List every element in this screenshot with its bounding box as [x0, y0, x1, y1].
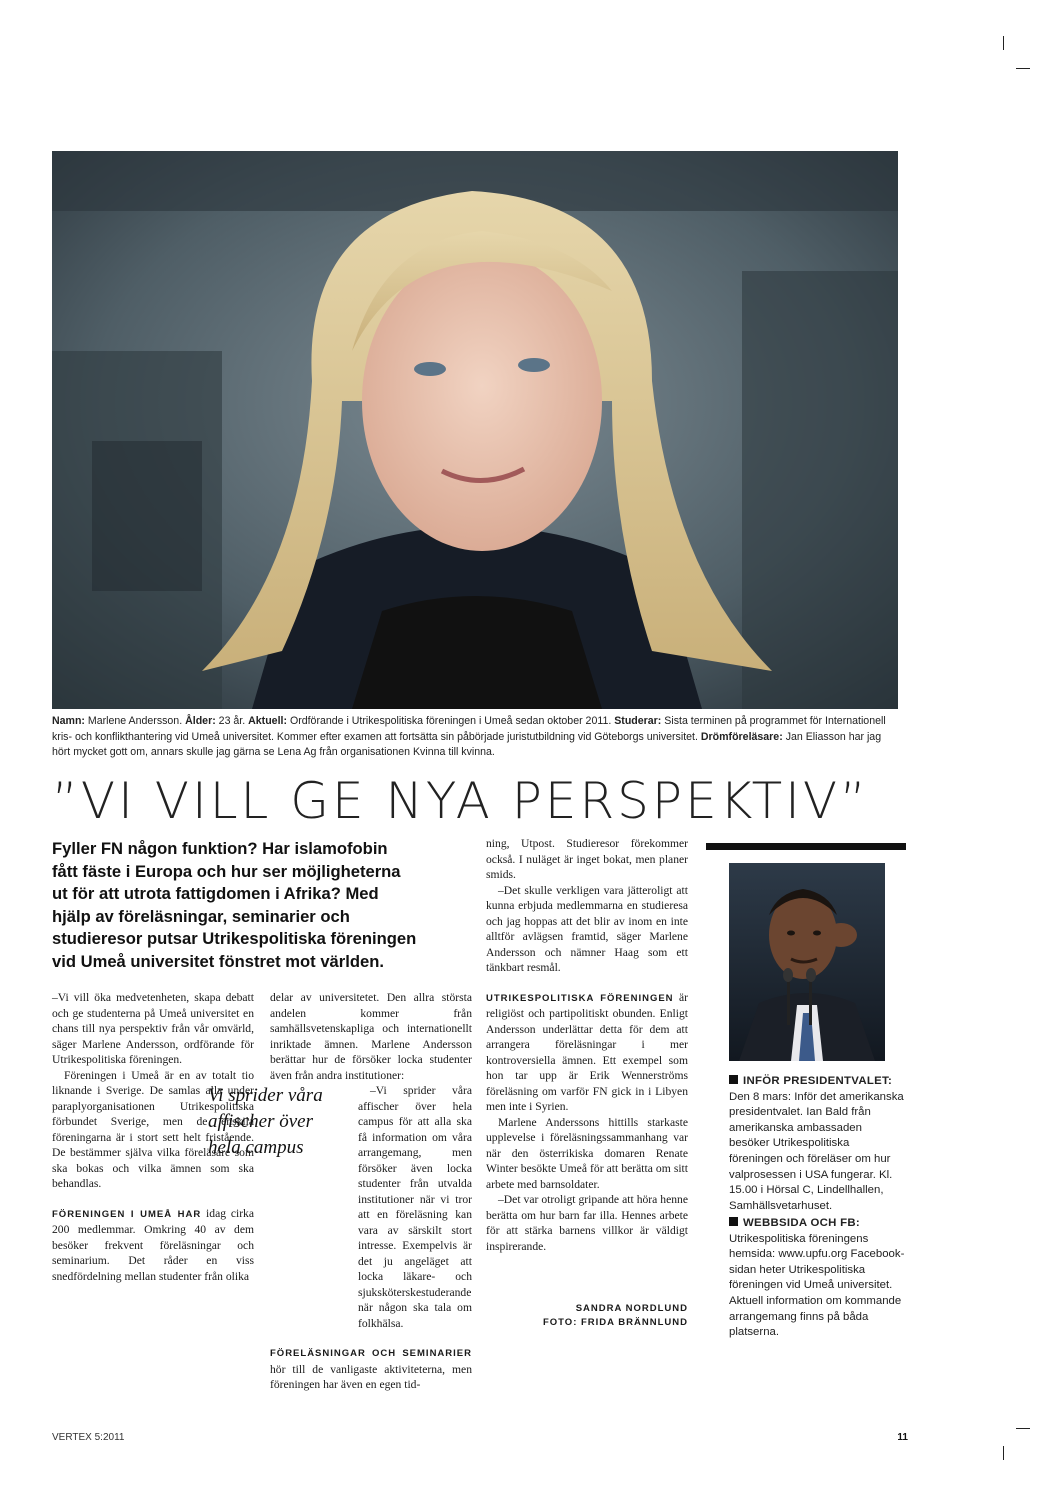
- body-subsection: [52, 1206, 254, 1285]
- fact-heading-text: INFÖR PRESIDENTVALET:: [743, 1075, 893, 1087]
- subsection-lead: FÖRENINGEN I UMEÅ HAR: [52, 1208, 202, 1220]
- byline-photo: FOTO: FRIDA BRÄNNLUND: [542, 1317, 688, 1328]
- fact-heading: [729, 1074, 905, 1090]
- caption-age-label: Ålder:: [185, 715, 216, 727]
- crop-mark: [1003, 1446, 1004, 1460]
- fact-heading: [729, 1216, 905, 1232]
- fact-box-election: [729, 1074, 905, 1214]
- pull-quote: Vi sprider våra affischer över hela campus: [208, 1085, 323, 1158]
- crop-mark: [1016, 68, 1030, 69]
- fact-text: Utrikespolitiska föreningens hemsida: www.upfu.org Facebook-sidan heter Utrikespolitiska föreningen vid Umeå universitet. Aktuell information om kommande arrangemang finns på båda platserna.: [729, 1232, 905, 1339]
- page-number: 11: [897, 1432, 908, 1443]
- caption-current-value: Ordförande i Utrikespolitiska föreningen i Umeå sedan oktober 2011.: [289, 715, 612, 727]
- body-paragraph: –Vi vill öka medvetenheten, skapa debatt och ge studenterna på Umeå universitet en chans till nya perspektiv från vår omvärld, säger Marlene Andersson, ordförande för Utrikespolitiska föreningen.: [52, 991, 254, 1066]
- caption-dream-label: Drömföreläsare:: [700, 730, 783, 743]
- byline: [500, 1302, 688, 1330]
- body-paragraph: ning, Utpost. Studieresor förekommer också. I nuläget är inget bokat, men planer smids.: [486, 837, 688, 881]
- subsection-text: är religiöst och partipolitiskt obunden. Enligt Andersson underlättar detta för dem att arrangera föreläsningar i mer kontroversiella ämnen. Ett exempel som hon tar upp är Erik Wennerströms föreläsning om varför FN gick in i Libyen men inte i Syrien.: [486, 990, 688, 1113]
- body-paragraph: Marlene Anderssons hittills starkaste upplevelse i föreläsningssammanhang var när den österrikiska domaren Renate Winter besökte Umeå för att berätta om sitt arbete med barnsoldater.: [486, 1115, 688, 1191]
- body-paragraph: Föreningen i Umeå är en av totalt tio liknande i Sverige. De samlas alla under paraplyorganisationen Utrikespolitiska förbundet Sverige, men de enskila föreningarna är i stort sett helt fristående. De bestämmer själva vilka föreläsare som ska bokas och vilka ämnen som ska behandlas.: [52, 1068, 254, 1190]
- caption-current-label: Aktuell:: [248, 715, 287, 727]
- speaker-illustration: [729, 863, 885, 1061]
- portrait-illustration: [52, 151, 898, 709]
- body-paragraph: –Vi sprider våra affischer över hela campus för att alla ska få information om våra arrangemang, men försöker även locka studenter från utvalda institutioner när vi tror att en föreläsning kan vara av särskilt stort intresse. Exempelvis är det ju angeläget att locka läkare- och sjuksköterskestuderande när någon ska tala om folkhälsa.: [358, 1084, 472, 1330]
- fact-heading-text: WEBBSIDA OCH FB:: [743, 1217, 861, 1229]
- body-column-2: [270, 990, 472, 1393]
- crop-mark: [1016, 1428, 1030, 1429]
- article-lede: Fyller FN någon funktion? Har islamofobin fått fäste i Europa och hur ser möjligheterna ut för att utrota fattigdomen i Afrika? Med hjälp av föreläsningar, seminarier och studieresor putsar Utrikespolitiska föreningen vid Umeå universitet fönstret mot världen.: [52, 839, 417, 971]
- caption-studies-value: Sista terminen på programmet för Internationell kris- och konflikthantering vid Umeå universitet. Kommer efter examen att fortsätta sin påbörjade juristutbildning vid Göteborgs universitet.: [52, 715, 886, 743]
- subsection-lead: UTRIKESPOLITISKA FÖRENINGEN: [486, 992, 674, 1004]
- body-column-3: [486, 836, 688, 1254]
- byline-author: SANDRA NORDLUND: [575, 1303, 688, 1314]
- caption-name-label: Namn:: [52, 715, 85, 727]
- subsection-text: hör till de vanligaste aktiviteterna, men föreningen har även en egen tid-: [270, 1362, 472, 1391]
- subsection-text: idag cirka 200 medlemmar. Omkring 40 av dem besöker frekvent föreläsningar och seminarium. Det råder en viss snedfördelning mellan studenter från olika: [52, 1206, 254, 1283]
- sidebar-photo: [729, 863, 885, 1061]
- subsection-lead: FÖRELÄSNINGAR OCH SEMINARIER: [270, 1348, 472, 1359]
- square-bullet-icon: [729, 1075, 738, 1084]
- photo-caption: [52, 714, 898, 761]
- caption-dream-value: Jan Eliasson har jag hört mycket gott om, annars skulle jag gärna se Lena Ag från organisationen Kvinna till kvinna.: [52, 730, 882, 758]
- square-bullet-icon: [729, 1217, 738, 1226]
- crop-mark: [1003, 36, 1004, 50]
- body-paragraph: –Det skulle verkligen vara jätteroligt att kunna erbjuda medlemmarna en studieresa och jag hoppas att det blir av inom en inte alltför avlägsen framtid, säger Marlene Andersson och nämner Haag som ett tänkbart resmål.: [486, 883, 688, 974]
- fact-box-website: [729, 1216, 905, 1341]
- fact-text: Den 8 mars: Inför det amerikanska presidentvalet. Ian Bald från amerikanska ambassaden besöker Utrikespolitiska föreningen och föreläser om hur valprosessen i USA fungerar. Kl. 15.00 i Hörsal C, Lindellhallen, Samhällsvetarhuset.: [729, 1090, 904, 1212]
- portrait-photo: [52, 151, 898, 709]
- footer-issue: VERTEX 5:2011: [52, 1432, 125, 1443]
- body-paragraph: –Det var otroligt gripande att höra henne berätta om hur barn far illa. Hennes arbete för att stärka barnens villkor är väldigt inspirerande.: [486, 1193, 688, 1253]
- caption-age-value: 23 år.: [218, 715, 246, 727]
- caption-name-value: Marlene Andersson.: [87, 715, 183, 727]
- caption-studies-label: Studerar:: [614, 715, 662, 727]
- body-paragraph: delar av universitetet. Den allra största andelen kommer från samhällsvetenskapliga och internationellt inriktade ämnen. Marlene Andersson berättar hur de försöker locka studenter även från andra institutioner:: [270, 991, 472, 1082]
- sidebar-rule: [706, 843, 906, 850]
- article-headline: ”VI VILL GE NYA PERSPEKTIV”: [52, 772, 869, 830]
- body-subsection: [486, 990, 688, 1115]
- body-subsection: [270, 1345, 472, 1393]
